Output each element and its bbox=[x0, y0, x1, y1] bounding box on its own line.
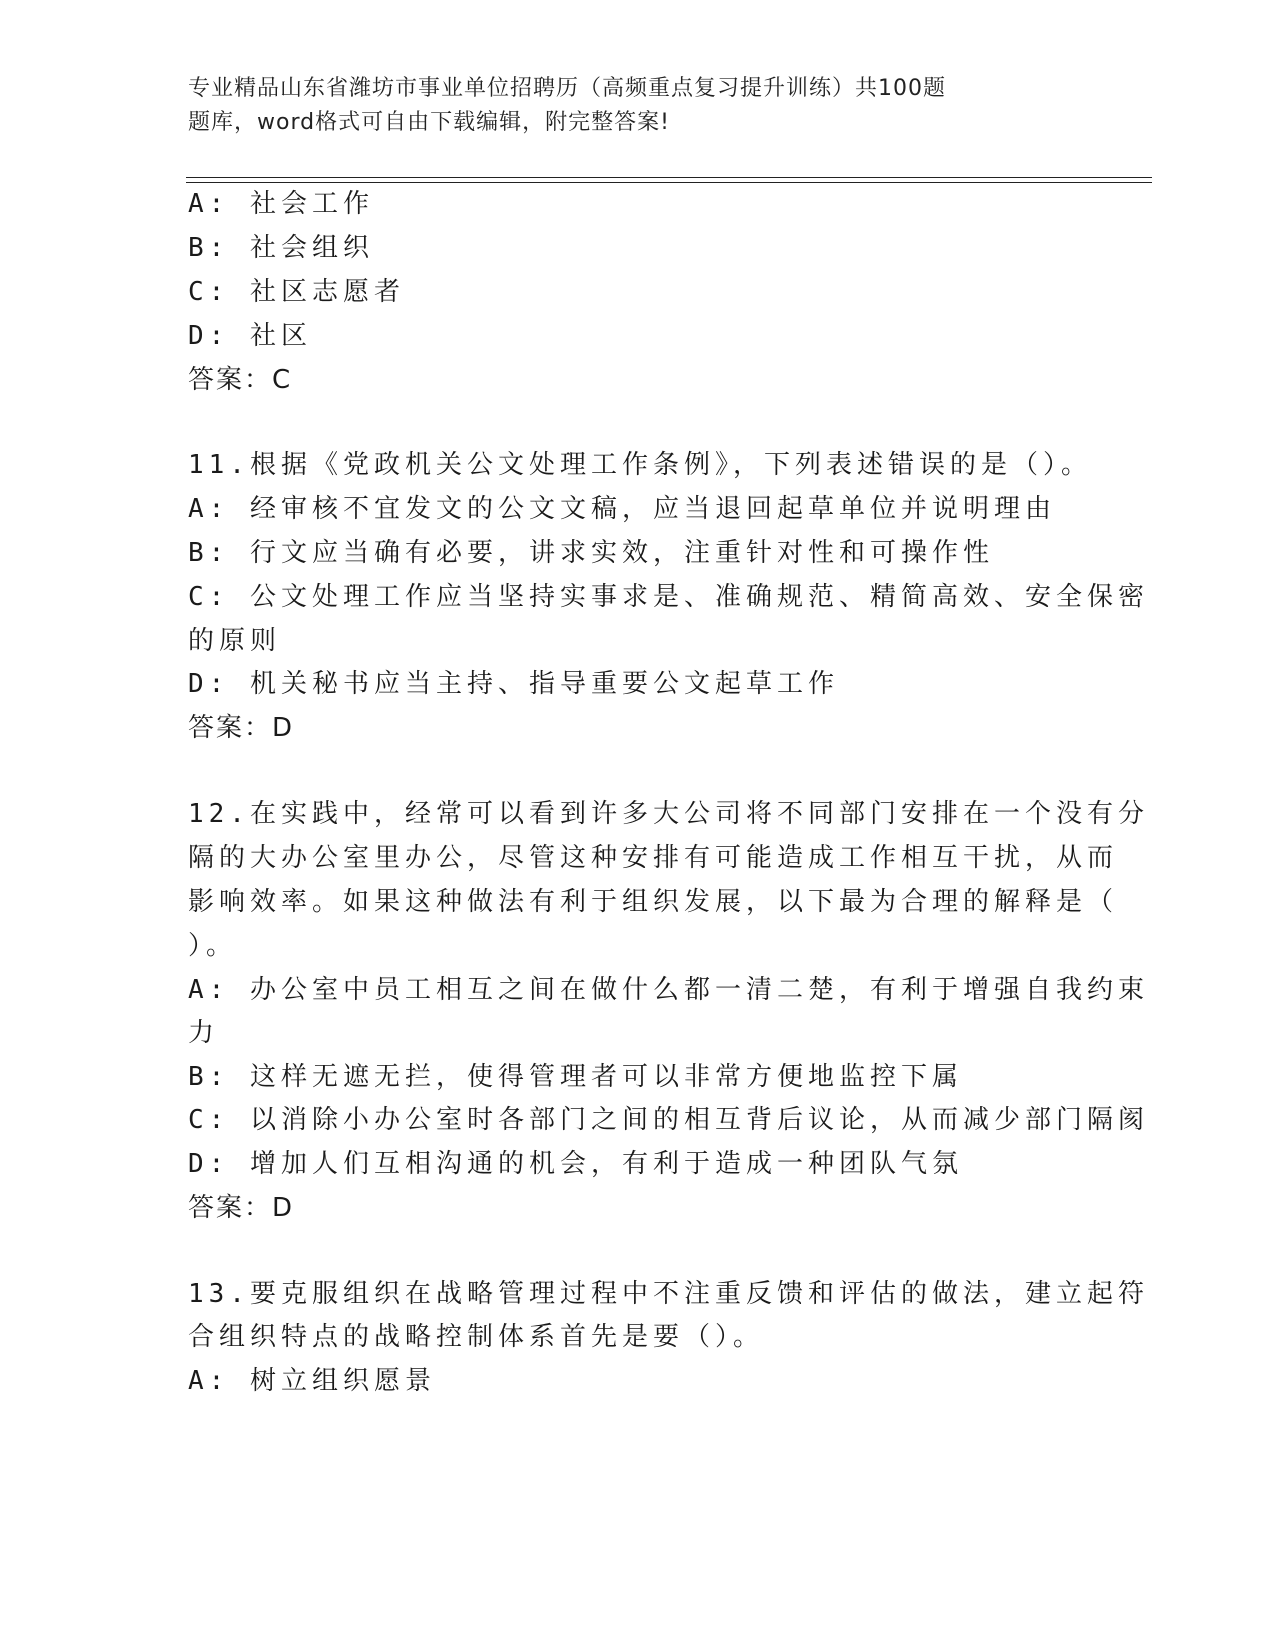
option-c: C: 以消除小办公室时各部门之间的相互背后议论，从而减少部门隔阂 bbox=[188, 1105, 1149, 1135]
option-d: D: 增加人们互相沟通的机会，有利于造成一种团队气氛 bbox=[188, 1149, 963, 1179]
option-a: A: 办公室中员工相互之间在做什么都一清二楚，有利于增强自我约束 bbox=[188, 975, 1149, 1005]
header-divider-bottom bbox=[186, 182, 1152, 183]
question-stem: 合组织特点的战略控制体系首先是要（）。 bbox=[188, 1322, 765, 1352]
question-stem: 13.要克服组织在战略管理过程中不注重反馈和评估的做法，建立起符 bbox=[188, 1279, 1149, 1309]
document-header bbox=[188, 72, 1018, 140]
option-a: A: 经审核不宜发文的公文文稿，应当退回起草单位并说明理由 bbox=[188, 494, 1056, 524]
answer-label: 答案：D bbox=[188, 1193, 295, 1223]
option-d: D: 社区 bbox=[188, 321, 312, 351]
question-stem: 隔的大办公室里办公，尽管这种安排有可能造成工作相互干扰，从而 bbox=[188, 843, 1119, 873]
answer-label: 答案：C bbox=[188, 365, 293, 395]
option-a: A: 社会工作 bbox=[188, 189, 374, 219]
option-c: C: 社区志愿者 bbox=[188, 277, 405, 307]
option-a: A: 树立组织愿景 bbox=[188, 1366, 436, 1396]
answer-label: 答案：D bbox=[188, 713, 295, 743]
option-c: C: 公文处理工作应当坚持实事求是、准确规范、精简高效、安全保密 bbox=[188, 582, 1149, 612]
option-a-continued: 力 bbox=[188, 1018, 220, 1048]
option-b: B: 这样无遮无拦，使得管理者可以非常方便地监控下属 bbox=[188, 1062, 963, 1092]
option-c-continued: 的原则 bbox=[188, 626, 282, 656]
header-title-line-2: 题库，word格式可自由下载编辑，附完整答案! bbox=[188, 110, 670, 135]
header-title-line-1: 专业精品山东省潍坊市事业单位招聘历（高频重点复习提升训练）共100题 bbox=[188, 76, 946, 101]
question-stem: 影响效率。如果这种做法有利于组织发展，以下最为合理的解释是（ bbox=[188, 887, 1119, 917]
question-stem: ）。 bbox=[188, 931, 238, 961]
header-divider-top bbox=[186, 177, 1152, 178]
question-stem: 11.根据《党政机关公文处理工作条例》，下列表述错误的是（）。 bbox=[188, 450, 1092, 480]
option-d: D: 机关秘书应当主持、指导重要公文起草工作 bbox=[188, 669, 839, 699]
option-b: B: 行文应当确有必要，讲求实效，注重针对性和可操作性 bbox=[188, 538, 994, 568]
question-stem: 12.在实践中，经常可以看到许多大公司将不同部门安排在一个没有分 bbox=[188, 799, 1149, 829]
option-b: B: 社会组织 bbox=[188, 233, 374, 263]
